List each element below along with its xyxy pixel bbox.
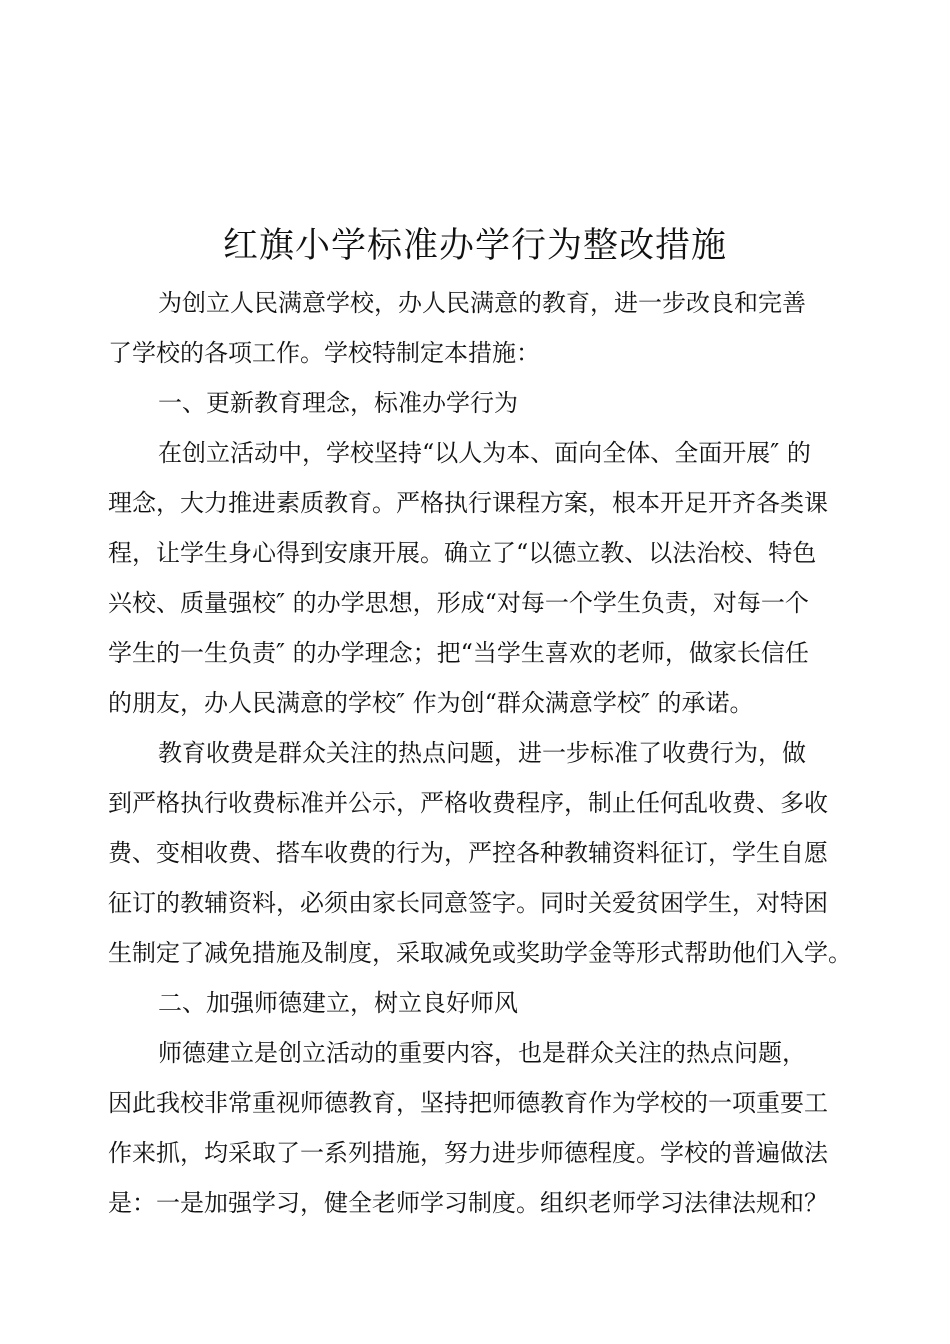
paragraph-line: 到严格执行收费标准并公示，严格收费程序，制止任何乱收费、多收 xyxy=(108,789,828,817)
paragraph-line: 在创立活动中，学校坚持“以人为本、面向全体、全面开展″ 的 xyxy=(158,439,811,467)
paragraph-line: 程，让学生身心得到安康开展。确立了“以德立教、以法治校、特色 xyxy=(108,539,817,567)
paragraph-line: 师德建立是创立活动的重要内容，也是群众关注的热点问题， xyxy=(158,1039,806,1067)
paragraph-line: 教育收费是群众关注的热点问题，进一步标准了收费行为，做 xyxy=(158,739,806,767)
paragraph-line: 理念，大力推进素质教育。严格执行课程方案，根本开足开齐各类课 xyxy=(108,489,828,517)
paragraph-line: 为创立人民满意学校，办人民满意的教育，进一步改良和完善 xyxy=(158,289,806,317)
paragraph-line: 学生的一生负责″ 的办学理念；把“当学生喜欢的老师，做家长信任 xyxy=(108,639,809,667)
paragraph-line: 作来抓，均采取了一系列措施，努力进步师德程度。学校的普遍做法 xyxy=(108,1139,828,1167)
document-title: 红旗小学标准办学行为整改措施 xyxy=(222,226,727,266)
paragraph-line: 二、加强师德建立，树立良好师风 xyxy=(158,989,518,1017)
paragraph-line: 费、变相收费、搭车收费的行为，严控各种教辅资料征订，学生自愿 xyxy=(108,839,828,867)
paragraph-line: 兴校、质量强校″ 的办学思想，形成“对每一个学生负责，对每一个 xyxy=(108,589,809,617)
paragraph-line: 生制定了减免措施及制度，采取减免或奖助学金等形式帮助他们入学。 xyxy=(108,939,852,967)
paragraph-line: 了学校的各项工作。学校特制定本措施： xyxy=(108,339,540,367)
document-body xyxy=(108,278,888,1228)
paragraph-line: 一、更新教育理念，标准办学行为 xyxy=(158,389,518,417)
paragraph-line: 因此我校非常重视师德教育，坚持把师德教育作为学校的一项重要工 xyxy=(108,1089,828,1117)
paragraph-line: 的朋友，办人民满意的学校″ 作为创“群众满意学校″ 的承诺。 xyxy=(108,689,754,717)
paragraph-line: 征订的教辅资料，必须由家长同意签字。同时关爱贫困学生，对特困 xyxy=(108,889,828,917)
paragraph-line: 是：一是加强学习，健全老师学习制度。组织老师学习法律法规和？ xyxy=(108,1189,828,1217)
